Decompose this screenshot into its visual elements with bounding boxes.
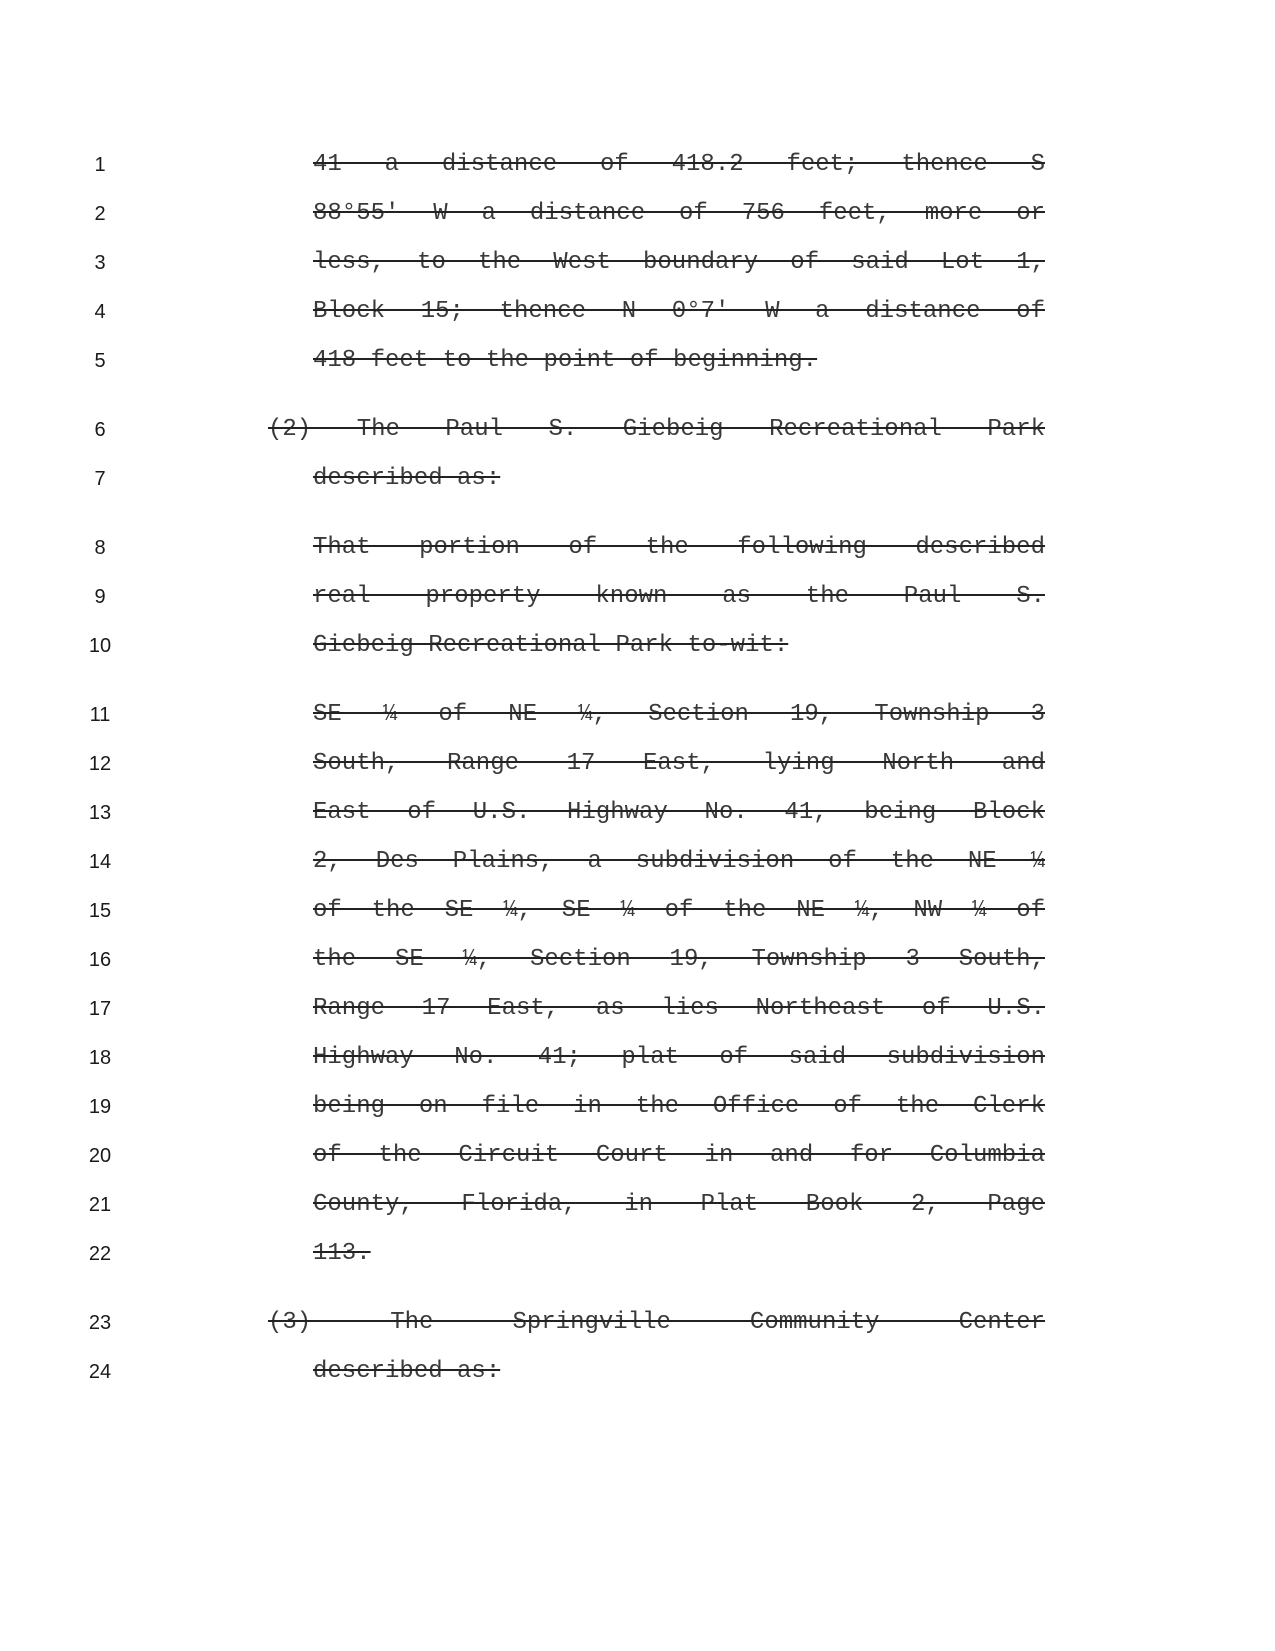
- line-number: 20: [88, 1145, 112, 1167]
- line-number: 17: [88, 998, 112, 1020]
- line-number: 4: [94, 301, 106, 323]
- line-number: 7: [94, 468, 106, 490]
- line-number: 19: [88, 1096, 112, 1118]
- text-line: Block 15; thence N 0°7′ W a distance of: [313, 298, 1045, 325]
- text-line: of the Circuit Court in and for Columbia: [313, 1142, 1045, 1169]
- line-number: 18: [88, 1047, 112, 1069]
- line-number: 24: [88, 1361, 112, 1383]
- text-line: That portion of the following described: [313, 534, 1045, 561]
- text-line: 41 a distance of 418.2 feet; thence S: [313, 151, 1045, 178]
- line-number: 12: [88, 753, 112, 775]
- line-number: 21: [88, 1194, 112, 1216]
- line-number: 10: [88, 635, 112, 657]
- line-number: 15: [88, 900, 112, 922]
- text-line: South, Range 17 East, lying North and: [313, 750, 1045, 777]
- text-line: 418 feet to the point of beginning.: [313, 347, 818, 374]
- line-number: 22: [88, 1243, 112, 1265]
- text-line: being on file in the Office of the Clerk: [313, 1093, 1045, 1120]
- line-number: 6: [94, 419, 106, 441]
- line-number: 8: [94, 537, 106, 559]
- text-line: real property known as the Paul S.: [313, 583, 1045, 610]
- text-line: Giebeig Recreational Park to-wit:: [313, 632, 789, 659]
- line-number: 1: [94, 154, 106, 176]
- line-number: 16: [88, 949, 112, 971]
- line-number: 23: [88, 1312, 112, 1334]
- subsection-heading: (2) The Paul S. Giebeig Recreational Park: [268, 416, 1045, 443]
- subsection-heading: (3) The Springville Community Center: [268, 1309, 1045, 1336]
- line-number: 5: [94, 350, 106, 372]
- text-line: described as:: [313, 465, 501, 492]
- text-line: 88°55′ W a distance of 756 feet, more or: [313, 200, 1045, 227]
- line-number: 3: [94, 252, 106, 274]
- text-line: the SE ¼, Section 19, Township 3 South,: [313, 946, 1045, 973]
- text-line: Range 17 East, as lies Northeast of U.S.: [313, 995, 1045, 1022]
- text-line: East of U.S. Highway No. 41, being Block: [313, 799, 1045, 826]
- line-number: 14: [88, 851, 112, 873]
- text-line: described as:: [313, 1358, 501, 1385]
- line-number: 13: [88, 802, 112, 824]
- text-line: County, Florida, in Plat Book 2, Page: [313, 1191, 1045, 1218]
- text-line: less, to the West boundary of said Lot 1,: [313, 249, 1045, 276]
- line-number: 9: [94, 586, 106, 608]
- text-line: 2, Des Plains, a subdivision of the NE ¼: [313, 848, 1045, 875]
- text-line: of the SE ¼, SE ¼ of the NE ¼, NW ¼ of: [313, 897, 1045, 924]
- text-line: Highway No. 41; plat of said subdivision: [313, 1044, 1045, 1071]
- line-number: 2: [94, 203, 106, 225]
- line-number: 11: [89, 704, 111, 726]
- text-line: 113.: [313, 1240, 371, 1267]
- text-line: SE ¼ of NE ¼, Section 19, Township 3: [313, 701, 1045, 728]
